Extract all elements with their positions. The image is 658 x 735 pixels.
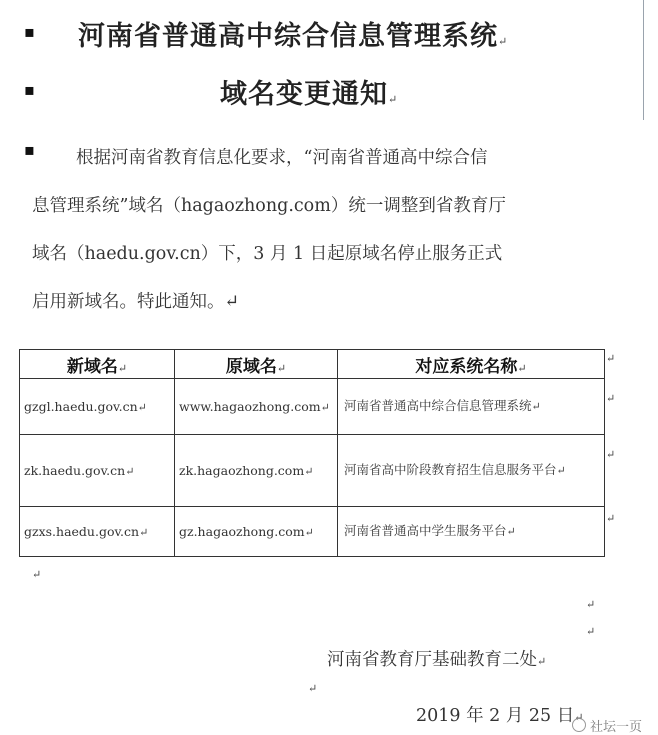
table-row xyxy=(20,435,605,507)
system-name-cell: 河南省高中阶段教育招生信息服务平台↵ xyxy=(338,435,605,507)
title-line-2: 域名变更通知 xyxy=(220,79,388,110)
watermark xyxy=(572,716,642,735)
header-system-name: 对应系统名称↵ xyxy=(338,350,605,379)
row-end-mark: ↵ xyxy=(606,448,616,461)
system-name-cell: 河南省普通高中学生服务平台↵ xyxy=(338,507,605,557)
header-old-domain: 原域名↵ xyxy=(175,350,338,379)
body-line: 根据河南省教育信息化要求，“河南省普通高中综合信 xyxy=(76,148,488,168)
watermark-text: 社坛一页 xyxy=(590,720,643,735)
page-margin-line xyxy=(643,0,644,120)
notice-body xyxy=(32,138,597,330)
system-name-cell: 河南省普通高中综合信息管理系统↵ xyxy=(338,379,605,435)
bullet-marker: ▪ xyxy=(24,22,35,41)
body-line: 域名（haedu.gov.cn）下，3 月 1 日起原域名停止服务正式 xyxy=(32,244,503,264)
table-row xyxy=(20,379,605,435)
bullet-marker: ▪ xyxy=(24,80,35,99)
row-end-mark: ↵ xyxy=(606,392,616,405)
issue-date: 2019 年 2 月 25 日↵ xyxy=(416,706,584,726)
body-line: 息管理系统”域名（hagaozhong.com）统一调整到省教育厅 xyxy=(32,196,506,216)
empty-paragraph-mark: ↵ xyxy=(586,625,596,638)
document-subtitle xyxy=(220,72,398,111)
empty-paragraph-mark: ↵ xyxy=(586,598,596,611)
paragraph-mark: ↵ xyxy=(388,93,399,106)
header-new-domain: 新域名↵ xyxy=(20,350,175,379)
table-header-row xyxy=(20,350,605,379)
row-end-mark: ↵ xyxy=(606,352,616,365)
domain-change-table xyxy=(19,349,605,557)
paragraph-mark: ↵ xyxy=(498,35,509,48)
signature: 河南省教育厅基础教育二处↵ xyxy=(327,650,547,670)
title-line-1: 河南省普通高中综合信息管理系统 xyxy=(78,21,498,52)
new-domain-cell: zk.haedu.gov.cn↵ xyxy=(20,435,175,507)
body-line: 启用新域名。特此通知。↵ xyxy=(32,292,240,312)
bullet-marker: ▪ xyxy=(24,140,35,159)
new-domain-cell: gzgl.haedu.gov.cn↵ xyxy=(20,379,175,435)
new-domain-cell: gzxs.haedu.gov.cn↵ xyxy=(20,507,175,557)
old-domain-cell: www.hagaozhong.com↵ xyxy=(175,379,338,435)
empty-paragraph-mark: ↵ xyxy=(308,682,318,695)
empty-paragraph-mark: ↵ xyxy=(32,568,42,581)
old-domain-cell: zk.hagaozhong.com↵ xyxy=(175,435,338,507)
old-domain-cell: gz.hagaozhong.com↵ xyxy=(175,507,338,557)
row-end-mark: ↵ xyxy=(606,512,616,525)
document-title xyxy=(78,14,508,53)
table-row xyxy=(20,507,605,557)
